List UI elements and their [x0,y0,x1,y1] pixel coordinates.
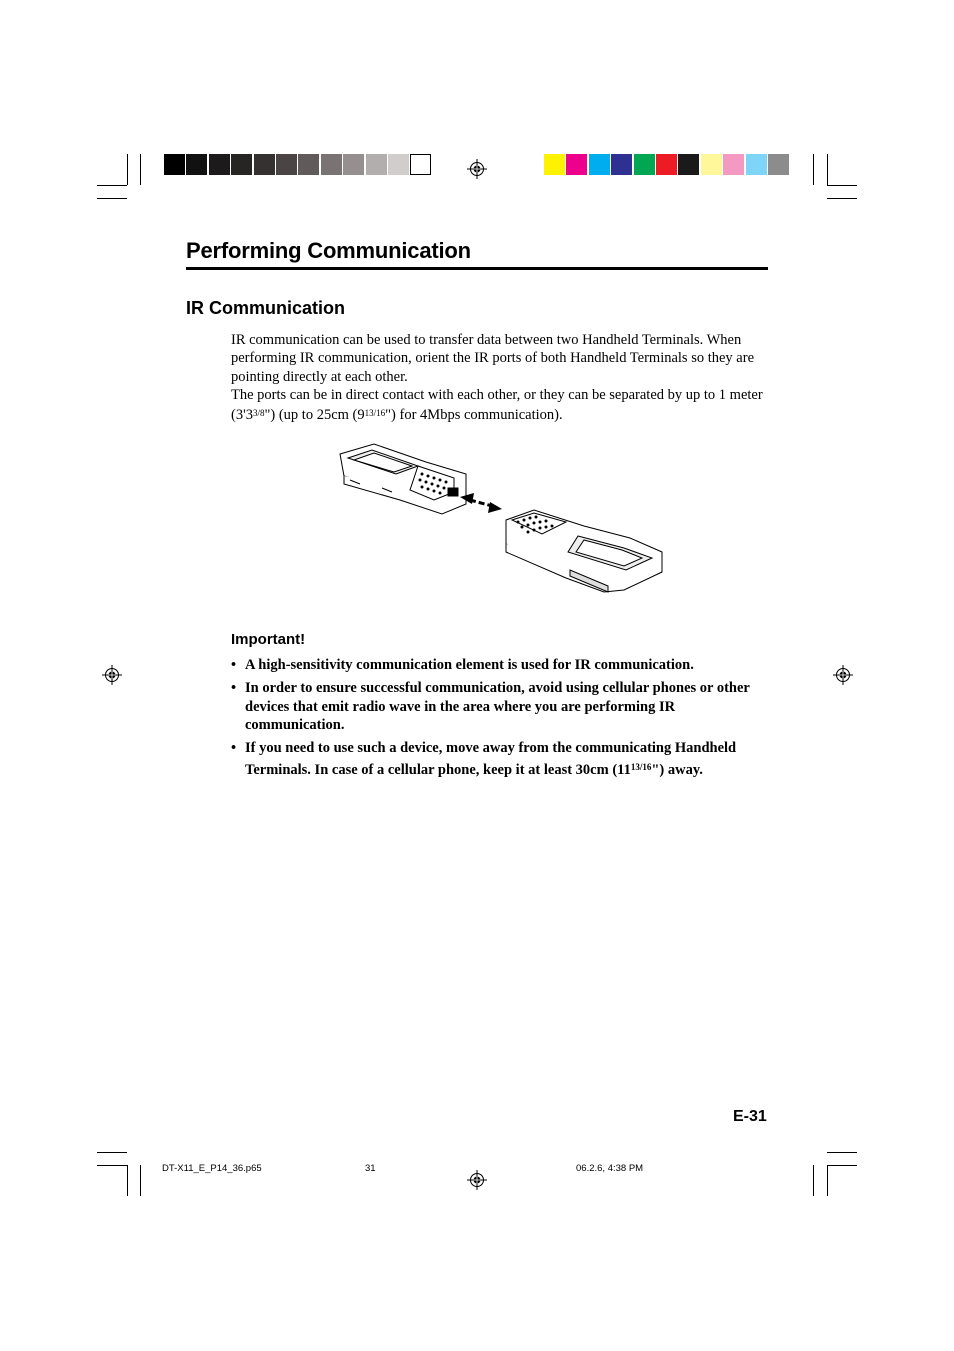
print-slug-page: 31 [365,1163,376,1174]
page-title: Performing Communication [186,238,471,263]
bullet: • [231,740,237,756]
color-swatch [656,154,677,175]
fraction-numerator: 13 [630,761,640,772]
color-swatch [634,154,655,175]
crop-mark [97,1152,127,1153]
fraction-denominator: 16 [376,408,386,419]
list-item [231,656,776,675]
important-heading: Important! [231,631,306,648]
handheld-terminal-left [340,444,466,514]
paragraph: IR communication can be used to transfer data between two Handheld Terminals. When performing IR communication, orient the IR ports of both Handheld Terminals so they are pointing directly at each other. [231,332,755,385]
fraction: 13/16 [630,761,652,772]
color-swatch [254,154,275,175]
text-run: ") away. [651,761,703,778]
section-title: IR Communication [186,298,346,318]
crop-mark [827,185,857,186]
important-list [231,656,776,784]
color-swatch [276,154,297,175]
color-swatch [343,154,364,175]
crop-mark [140,154,141,185]
bullet: • [231,680,237,696]
text-run: ") for 4Mbps communication). [385,407,563,424]
crop-mark [127,1165,128,1196]
crop-mark [827,154,828,185]
registration-mark-icon [833,665,853,685]
color-swatch [186,154,207,175]
color-swatch [611,154,632,175]
color-swatch [723,154,744,175]
crop-mark [97,185,127,186]
color-swatch [768,154,789,175]
text-run: If you need to use such a device, move away from the communicating Handheld Terminals. In case of a cellular phone, keep it at least 30cm (11 [245,740,737,778]
color-swatch [209,154,230,175]
color-swatch [589,154,610,175]
list-item [231,739,776,779]
color-swatch [566,154,587,175]
fraction: 3/8 [252,408,265,419]
fraction-numerator: 13 [364,408,374,419]
fraction-denominator: 8 [259,408,265,419]
paragraph [231,386,771,425]
text-run: The ports can be in direct contact with each other, or they can be separated by up to 1 meter (3'3 [231,386,763,424]
crop-mark [827,1165,828,1196]
page-number: E-31 [733,1108,767,1125]
color-swatch [231,154,252,175]
crop-mark [827,198,857,199]
handheld-terminal-right [506,510,662,592]
color-swatch [366,154,387,175]
list-item [231,679,776,735]
color-swatch [544,154,565,175]
crop-mark [827,1152,857,1153]
text-run: A high-sensitivity communication element is used for IR communication. [245,657,694,673]
crop-mark [140,1165,141,1196]
handheld-terminals-ir-illustration [334,440,664,595]
color-swatch [321,154,342,175]
fraction: 13/16 [364,408,386,419]
bullet: • [231,657,237,673]
body-text [231,331,771,424]
text-run: In order to ensure successful communication, avoid using cellular phones or other devices that emit radio wave in the area where you are performing IR communication. [245,680,750,733]
color-swatch [164,154,185,175]
color-swatch [746,154,767,175]
crop-mark [97,1165,127,1166]
title-rule [186,267,768,270]
text-run: ") (up to 25cm (9 [264,407,365,424]
crop-mark [827,1165,857,1166]
color-swatch [410,154,431,175]
crop-mark [97,198,127,199]
registration-mark-icon [102,665,122,685]
crop-mark [127,154,128,185]
print-slug-file: DT-X11_E_P14_36.p65 [162,1163,262,1174]
print-slug-timestamp: 06.2.6, 4:38 PM [576,1163,644,1174]
crop-mark [813,154,814,185]
color-swatch [388,154,409,175]
crop-mark [813,1165,814,1196]
color-swatch [298,154,319,175]
registration-mark-icon [467,1170,487,1190]
color-swatch [701,154,722,175]
registration-mark-icon [467,159,487,179]
fraction-denominator: 16 [642,761,652,772]
fraction-numerator: 3 [252,408,258,419]
color-swatch [678,154,699,175]
